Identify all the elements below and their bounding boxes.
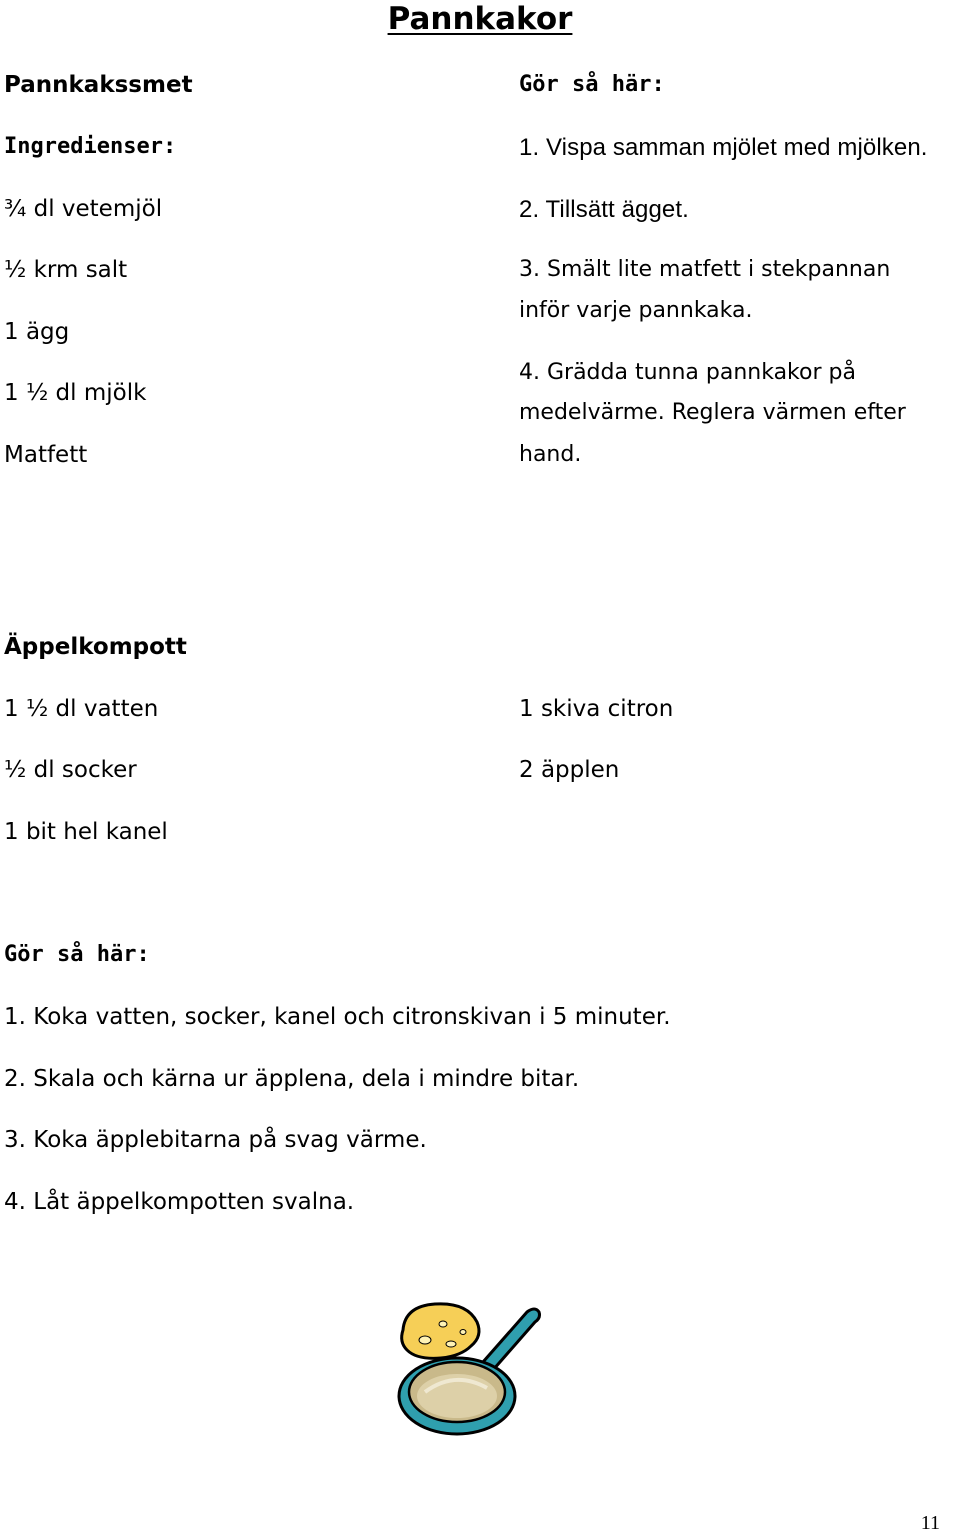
method-line: 1. Vispa samman mjölet med mjölken. bbox=[519, 134, 928, 161]
compote-ingredient: 1 skiva citron bbox=[519, 696, 674, 722]
compote-ingredient: 2 äpplen bbox=[519, 757, 620, 783]
ingredient-item: 1 ½ dl mjölk bbox=[4, 380, 147, 406]
ingredient-item: 1 ägg bbox=[4, 319, 70, 345]
compote-step: 3. Koka äpplebitarna på svag värme. bbox=[4, 1127, 427, 1153]
method-line: medelvärme. Reglera värmen efter bbox=[519, 400, 906, 425]
compote-heading: Äppelkompott bbox=[4, 634, 187, 660]
method-line: 4. Grädda tunna pannkakor på bbox=[519, 360, 856, 385]
ingredient-item: Matfett bbox=[4, 442, 88, 468]
compote-ingredient: 1 bit hel kanel bbox=[4, 819, 168, 845]
compote-ingredient: ½ dl socker bbox=[4, 757, 137, 783]
compote-step: 1. Koka vatten, socker, kanel och citronskivan i 5 minuter. bbox=[4, 1004, 671, 1030]
compote-method-heading: Gör så här: bbox=[4, 942, 150, 967]
ingredient-item: ¾ dl vetemjöl bbox=[4, 196, 163, 222]
frying-pan-with-pancake-icon bbox=[395, 1300, 545, 1440]
compote-ingredient: 1 ½ dl vatten bbox=[4, 696, 159, 722]
method-line: 2. Tillsätt ägget. bbox=[519, 196, 689, 223]
method-line: 3. Smält lite matfett i stekpannan bbox=[519, 257, 891, 282]
batter-heading: Pannkakssmet bbox=[4, 72, 193, 98]
method-heading: Gör så här: bbox=[519, 72, 665, 97]
ingredient-item: ½ krm salt bbox=[4, 257, 128, 283]
ingredients-heading: Ingredienser: bbox=[4, 134, 177, 159]
compote-step: 2. Skala och kärna ur äpplena, dela i mindre bitar. bbox=[4, 1066, 580, 1092]
method-line: hand. bbox=[519, 442, 582, 467]
method-line: inför varje pannkaka. bbox=[519, 298, 753, 323]
compote-step: 4. Låt äppelkompotten svalna. bbox=[4, 1189, 355, 1215]
page-title: Pannkakor bbox=[387, 1, 573, 37]
page-number: 11 bbox=[920, 1512, 940, 1534]
